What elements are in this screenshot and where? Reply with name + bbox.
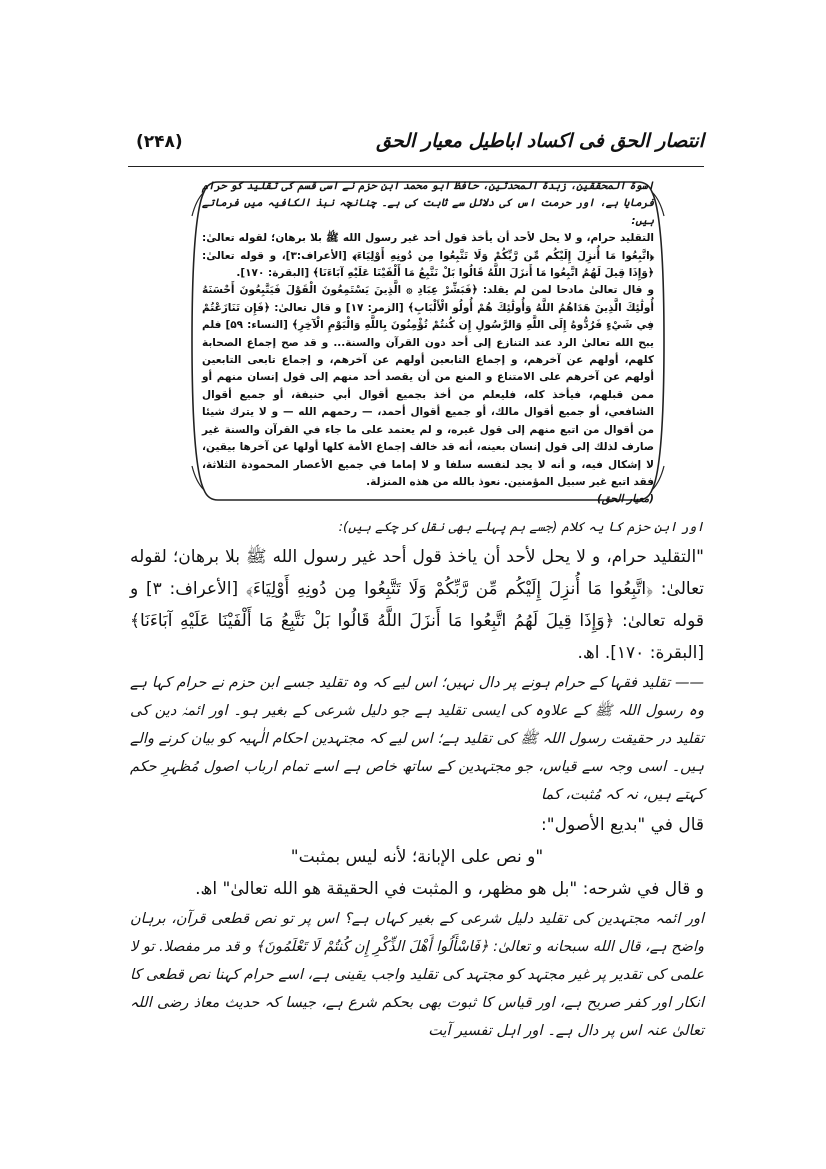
quote-intro: اسوۃ المحققین، زبدۃ المحدثین، حافظ ابو محمد ابن حزم نے اسی قسم کی تقلید کو حرام فرمایا ہے، اور حرمت اس کی دلائل سے ثابت کی ہے۔ چنانچہ نبذ الکافیہ میں فرماتے ہیں: — [202, 180, 654, 227]
quote-box — [178, 176, 678, 506]
quote-paragraph-2: و قال تعالیٰ مادحا لمن لم یقلد: ﴿فَبَشِّرْ عِبَادِ ۞ الَّذِينَ يَسْتَمِعُونَ الْقَوْلَ فَيَتَّبِعُونَ أَحْسَنَهُ أُولَٰئِكَ الَّذِينَ هَدَاهُمُ اللَّهُ وَأُولَٰئِكَ هُمْ أُولُو الْأَلْبَابِ﴾ [الزمر: ۱۷] و قال تعالیٰ: ﴿فَإِن تَنَازَعْتُمْ فِي شَيْءٍ فَرُدُّوهُ إِلَى اللَّهِ وَالرَّسُولِ إِن كُنتُمْ تُؤْمِنُونَ بِاللَّهِ وَالْيَوْمِ الْآخِرِ﴾ [النساء: ۵۹] فلم یبح الله تعالیٰ الرد عند التنازع إلی أحد دون القرآن والسنة... و قد صح إجماع الصحابة كلهم، أولهم عن آخرهم، و إجماع التابعین أولهم عن آخرهم، و إجماع تابعی التابعین أولهم عن آخرهم علی الامتناع و المنع من أن یقصد أحد منهم إلی قول إنسان منهم أو ممن قبلهم، فیأخذ كله، فلیعلم من أخذ بجمیع أقوال أبي حنیفة، أو جمیع أقوال الشافعي، أو جمیع أقوال مالك، أو جمیع أقوال أحمد، — رحمهم الله — و لا یترك شیئا من أقوال من اتبع منهم إلی قول غیره، و لم یعتمد علی ما جاء في القرآن والسنة غیر صارف لذلك إلی قول إنسان بعینه، أنه قد خالف إجماع الأمة كلها أولها عن آخرها بیقین، لا إشكال فیه، و أنه لا یجد لنفسه سلفا و لا إماما في جمیع الأعصار المحمودة الثلاثة، فقد اتبع غیر سبیل المؤمنین. نعوذ بالله من هذه المنزلة. — [202, 284, 654, 488]
book-title: انتصار الحق فی اکساد اباطیل معیار الحق — [376, 130, 704, 152]
arabic-quote-1: "التقلید حرام، و لا یحل لأحد أن یاخذ قول أحد غیر رسول الله ﷺ بلا برهان؛ لقوله تعالیٰ: ﴿اتَّبِعُوا مَا أُنزِلَ إِلَيْكُم مِّن رَّبِّكُمْ وَلَا تَتَّبِعُوا مِن دُونِهِ أَوْلِيَاءَ﴾ [الأعراف: ۳] و قوله تعالیٰ: ﴿وَإِذَا قِيلَ لَهُمُ اتَّبِعُوا مَا أَنزَلَ اللَّهُ قَالُوا بَلْ نَتَّبِعُ مَا أَلْفَيْنَا عَلَيْهِ آبَاءَنَا﴾ [البقرة: ۱۷۰]. اھ. — [130, 547, 705, 663]
quote-paragraph-1: التقلید حرام، و لا یحل لأحد أن یأخذ قول أحد غیر رسول الله ﷺ بلا برهان؛ لقوله تعالیٰ: ﴿اتَّبِعُوا مَا أُنزِلَ إِلَيْكُم مِّن رَّبِّكُمْ وَلَا تَتَّبِعُوا مِن دُونِهِ أَوْلِيَاءَ﴾ [الأعراف:۳]، و قوله تعالیٰ: ﴿وَإِذَا قِيلَ لَهُمُ اتَّبِعُوا مَا أَنزَلَ اللَّهُ قَالُوا بَلْ نَتَّبِعُ مَا أَلْفَيْنَا عَلَيْهِ آبَاءَنَا﴾ [البقرة: ۱۷۰]. — [202, 232, 654, 280]
running-header — [128, 126, 704, 167]
urdu-paragraph-2: اور ائمہ مجتہدین کی تقلید دلیل شرعی کے بغیر کہاں ہے؟ اس پر تو نص قطعی قرآن، برہان واضح ہے، قال الله سبحانه و تعالیٰ: ﴿فَاسْأَلُوا أَهْلَ الذِّكْرِ إِن كُنتُمْ لَا تَعْلَمُونَ﴾ و قد مر مفصلا. تو لا علمی کی تقدیر پر غیر مجتہد کو مجتہد کی تقلید واجب یقینی ہے، اسے حرام کہنا نص قطعی کا انکار اور کفر صریح ہے، اور قیاس کا ثبوت بھی بحکم شرع ہے، جیسا کہ حدیث معاذ رضی اللہ تعالیٰ عنہ اس پر دال ہے۔ اور اہل تفسیر آیت — [130, 911, 704, 1039]
lead-line: اور ابن حزم کا یہ کلام (جسے ہم پہلے بھی نقل کر چکے ہیں): — [338, 520, 704, 535]
quote-line: "و نص علی الإبانة؛ لأنه لیس بمثبت" — [290, 847, 544, 867]
quote-source: (معیار الحق) — [596, 493, 654, 506]
quote-box-text — [202, 178, 654, 509]
badi-line: قال في "بدیع الأصول": — [541, 815, 704, 835]
sharh-line: و قال في شرحه: "بل هو مظهر، و المثبت في الحقیقة هو الله تعالیٰ" اھ. — [195, 879, 704, 899]
page-number: (۲۴۸) — [136, 132, 183, 152]
main-text — [130, 515, 704, 1045]
urdu-paragraph-1: —— تقلید فقہا کے حرام ہونے پر دال نہیں؛ اس لیے کہ وہ تقلید جسے ابن حزم نے حرام کہا ہے وہ رسول اللہ ﷺ کے علاوہ کی ایسی تقلید ہے جو دلیل شرعی کے بغیر ہو۔ اور ائمہٗ دین کی تقلید در حقیقت رسول اللہ ﷺ کی تقلید ہے؛ اس لیے کہ مجتہدین احکام الٰہیہ کو بیان کرنے والے ہیں۔ اسی وجہ سے قیاس، جو مجتہدین کے ساتھ خاص ہے اسے تمام ارباب اصول مُظہرِ حکم کہتے ہیں، نہ کہ مُثبت، کما — [130, 675, 704, 803]
